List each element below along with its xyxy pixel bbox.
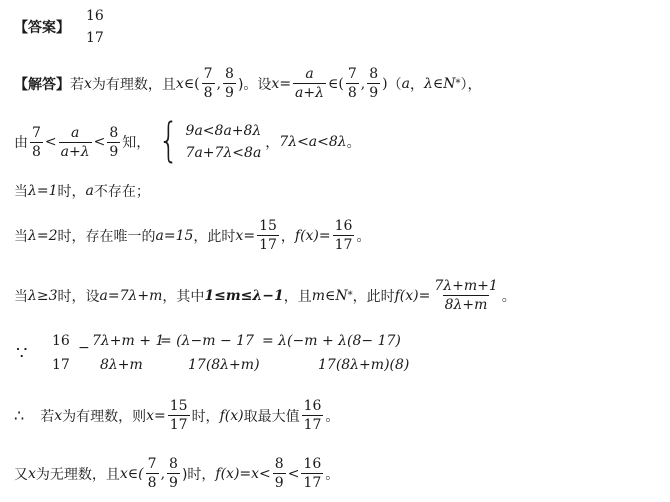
num: a (305, 66, 314, 82)
fraction-8-9 (223, 66, 236, 101)
var-x: x (175, 75, 184, 92)
equals: = (279, 75, 292, 92)
solution-line-1: 【解答】 若 x 为有理数，且 x ∈( $\frac{7}{8}$ , $\frac{8}{9}$ )。设 x = $\frac{a}{a+\lambda}$ ∈( $\frac{7}{8}$ , $\frac{8}{9}$ ) （ a ， λ∈N * ）， (14, 66, 482, 101)
den: 8 (203, 85, 213, 101)
text: ，其中 (162, 288, 205, 305)
lambda-in-n: λ∈N (423, 75, 456, 92)
text: 时，存在唯一的 (57, 228, 156, 245)
den: 9 (225, 85, 234, 101)
fraction-15-17 (257, 218, 279, 253)
num: 8 (369, 66, 379, 82)
text: ）， (460, 76, 482, 93)
fraction-16-17 (301, 456, 323, 491)
text: 若 (40, 408, 55, 425)
num: 7 (347, 66, 357, 82)
num: 8 (225, 66, 234, 82)
den: 9 (109, 143, 119, 160)
less-than: < (93, 134, 106, 150)
fraction-8-9 (367, 66, 380, 101)
text: 当 (14, 184, 28, 200)
num: 8 (109, 124, 119, 141)
text: 取最大值 (243, 408, 300, 425)
text: ， (280, 228, 295, 245)
text: 为有理数，则 (62, 408, 147, 425)
fraction-16-17 (302, 398, 324, 433)
fraction-a-over-a-lambda (293, 66, 326, 101)
den: 17 (303, 475, 322, 491)
den: a+λ (295, 85, 324, 101)
garbled-frac3-num: = (λ−m − 17 (160, 333, 254, 349)
garbled-frac4-num: = λ(−m + λ(8− 17) (262, 333, 401, 349)
text: （ (387, 76, 402, 93)
interval-open: ∈( (183, 75, 200, 92)
den: 17 (303, 417, 322, 433)
var-a: a (401, 75, 410, 92)
garbled-frac3-den: 17(8λ+m) (188, 357, 260, 373)
condition: λ≥3 (28, 287, 58, 304)
fraction-a-over-a-lambda (59, 125, 92, 160)
den: 17 (334, 237, 353, 253)
fraction-7-8 (30, 125, 43, 160)
garbled-frac1-num: 16 (52, 333, 70, 349)
text: ，此时 (352, 288, 395, 305)
var-x: x (271, 75, 280, 92)
fraction-general (432, 278, 499, 313)
garbled-frac4-den: 17(8λ+m)(8) (318, 357, 410, 373)
answer-fraction (84, 8, 106, 46)
text: 时， (191, 408, 220, 425)
den: 9 (169, 475, 178, 491)
solution-line-7 (14, 398, 339, 433)
fraction-8-9 (273, 456, 286, 491)
num: 15 (169, 398, 188, 414)
den: 17 (169, 417, 188, 433)
den: 8λ+m (444, 297, 488, 313)
therefore-symbol: ∴ (14, 406, 25, 425)
text: 又 (14, 466, 28, 483)
num: 16 (303, 398, 322, 414)
text: ， (265, 135, 280, 151)
less-than: < (44, 134, 57, 150)
inequality-system (154, 113, 262, 167)
num: 7 (147, 456, 157, 472)
num: 16 (334, 218, 353, 234)
den: 8 (147, 475, 157, 491)
text: ，此时 (193, 228, 236, 245)
fraction-7-8 (346, 66, 359, 101)
solution-label: 【解答】 (14, 76, 70, 93)
num: a (70, 124, 80, 141)
x-equals: x= (235, 227, 256, 244)
text: 不存在； (93, 184, 150, 200)
den: 8 (32, 143, 41, 160)
fraction-8-9 (107, 125, 120, 160)
f-of-x: f(x)= (294, 227, 331, 244)
text: 当 (14, 288, 28, 305)
x-equals: x= (146, 407, 166, 424)
a-equation: a=15 (155, 227, 194, 244)
star: * (347, 290, 353, 301)
answer-line (14, 8, 108, 46)
answer-numerator: 16 (86, 8, 104, 24)
num: 7 (32, 124, 41, 141)
star: * (455, 78, 461, 89)
condition: λ=1 (28, 183, 58, 199)
den: a+λ (60, 143, 90, 160)
garbled-frac1-den: 17 (52, 357, 70, 373)
den: 8 (347, 85, 357, 101)
f-of-x: f(x) (219, 407, 244, 424)
f-of-x: f(x)= (394, 287, 431, 304)
text: 。 (346, 135, 361, 151)
text: 。 (356, 228, 371, 245)
text: 时， (57, 184, 86, 200)
m-in-n: m∈N (311, 287, 348, 304)
solution-line-3 (14, 181, 150, 201)
solution-line-2 (14, 113, 361, 167)
a-equation: a=7λ+m (99, 287, 163, 304)
condition: λ=2 (28, 227, 58, 244)
garbled-minus: − (78, 340, 90, 356)
text: 若 (70, 76, 84, 93)
den: 9 (274, 475, 284, 491)
text: 当 (14, 228, 28, 245)
range-result: 7λ<a<8λ (279, 134, 347, 150)
text: 。 (325, 466, 340, 483)
solution-line-5 (14, 278, 516, 313)
num: 16 (303, 456, 322, 472)
fraction-16-17 (333, 218, 355, 253)
solution-line-4 (14, 218, 370, 253)
answer-denominator: 17 (86, 30, 104, 46)
garbled-frac2-den: 8λ+m (100, 357, 143, 373)
fraction-7-8 (146, 456, 159, 491)
text: ， (409, 76, 424, 93)
text: 由 (14, 135, 28, 151)
answer-label: 【答案】 (14, 20, 70, 36)
fraction-8-9 (167, 456, 180, 491)
text: 。 (325, 408, 340, 425)
fraction-7-8 (202, 66, 215, 101)
text: 。 (501, 288, 516, 305)
fraction-15-17 (168, 398, 190, 433)
num: 7λ+m+1 (434, 278, 498, 294)
text: )时， (181, 466, 216, 483)
num: 8 (169, 456, 178, 472)
var-a: a (85, 183, 94, 199)
text: 知， (122, 135, 151, 151)
den: 9 (369, 85, 379, 101)
f-of-x: f(x)=x< (215, 465, 271, 482)
var-x: x (54, 407, 63, 424)
text: 为有理数，且 (91, 76, 176, 93)
m-range: 1≤m≤λ−1 (204, 287, 284, 304)
inequality-1: 9a<8a+8λ (185, 123, 262, 139)
less-than: < (287, 465, 300, 482)
garbled-frac2-num: 7λ+m + 1 (92, 333, 165, 349)
text: ，且 (283, 288, 312, 305)
den: 17 (259, 237, 277, 253)
because-symbol: ∵ (16, 343, 28, 364)
interval-open: ∈( (328, 75, 344, 92)
num: 7 (203, 66, 213, 82)
var-x: x (84, 75, 92, 92)
solution-line-8: 又 x 为无理数，且 x∈( $\frac{7}{8}$ , $\frac{8}{9}$ )时， f(x)=x< $\frac{8}{9}$ < $\frac{16}{17}$ 。 (14, 456, 340, 491)
text: )。设 (237, 76, 272, 93)
interval-open: x∈( (119, 465, 144, 482)
var-x: x (28, 465, 36, 482)
left-brace: { (158, 113, 180, 167)
text: 为无理数，且 (35, 466, 120, 483)
num: 8 (274, 456, 284, 472)
inequality-2: 7a+7λ<8a (185, 145, 262, 161)
text: 时，设 (57, 288, 100, 305)
num: 15 (259, 218, 277, 234)
